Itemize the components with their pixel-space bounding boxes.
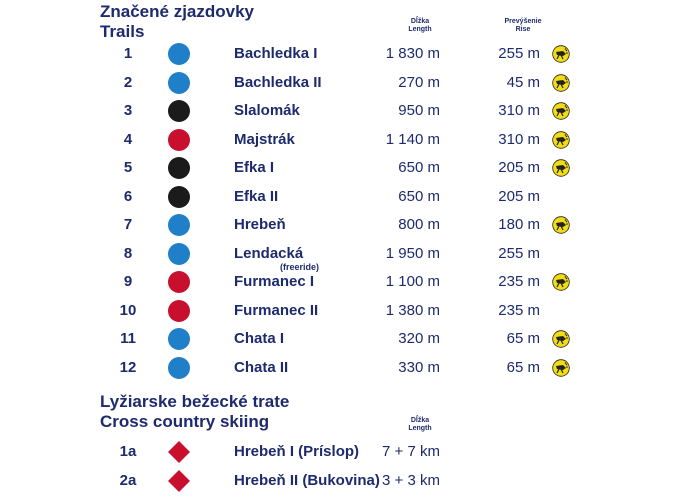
trail-name: Chata I bbox=[234, 330, 285, 347]
trail-length: 800 m bbox=[398, 216, 440, 233]
trails-title-sk: Značené zjazdovky bbox=[100, 2, 255, 21]
black-difficulty-icon bbox=[168, 157, 190, 179]
red-diamond-icon bbox=[168, 441, 190, 463]
trail-length: 950 m bbox=[398, 102, 440, 119]
cross-country-row bbox=[0, 467, 700, 495]
snow-cannon-icon bbox=[552, 273, 570, 291]
trail-name: Furmanec I bbox=[234, 273, 315, 290]
trail-name: Majstrák bbox=[234, 130, 295, 148]
trail-name: Lendacká bbox=[234, 244, 304, 262]
cross-country-name: Hrebeň I (Príslop) bbox=[234, 443, 360, 460]
blue-difficulty-icon bbox=[168, 72, 190, 94]
trail-rise: 255 m bbox=[498, 45, 540, 62]
snow-cannon-icon bbox=[552, 131, 570, 149]
trail-length: 1 100 m bbox=[385, 273, 440, 290]
trail-row bbox=[0, 354, 700, 382]
cross-country-number: 2a bbox=[119, 472, 137, 489]
cross-country-number: 1a bbox=[119, 443, 137, 460]
cross-country-title-sk: Lyžiarske bežecké trate bbox=[100, 392, 290, 411]
snow-cannon-icon bbox=[552, 359, 570, 377]
trail-name: Chata II bbox=[234, 358, 289, 376]
trail-length: 650 m bbox=[398, 187, 440, 205]
black-difficulty-icon bbox=[168, 186, 190, 208]
trail-length: 1 950 m bbox=[385, 244, 440, 262]
trail-name: Slalomák bbox=[234, 102, 300, 119]
trail-row bbox=[0, 240, 700, 272]
trail-length: 1 830 m bbox=[385, 45, 440, 62]
trail-rise: 235 m bbox=[498, 273, 540, 290]
trail-row bbox=[0, 69, 700, 97]
trail-length: 270 m bbox=[398, 73, 440, 91]
red-diamond-icon bbox=[168, 470, 190, 492]
xc-length-column-header bbox=[400, 417, 440, 433]
trail-name: Bachledka II bbox=[234, 73, 322, 91]
snow-cannon-icon bbox=[552, 216, 570, 234]
cross-country-name: Hrebeň II (Bukovina) bbox=[234, 472, 380, 489]
blue-difficulty-icon bbox=[168, 43, 190, 65]
trail-name: Bachledka I bbox=[234, 45, 318, 62]
trail-length: 650 m bbox=[398, 159, 440, 176]
trail-row bbox=[0, 297, 700, 325]
xc-length-header-sk: Dĺžka bbox=[410, 417, 430, 424]
cross-country-title-en: Cross country skiing bbox=[100, 412, 270, 431]
trail-rise: 180 m bbox=[498, 216, 540, 233]
trail-rise: 310 m bbox=[498, 102, 540, 119]
cross-country-length: 7 + 7 km bbox=[382, 443, 440, 460]
red-difficulty-icon bbox=[168, 271, 190, 293]
trail-name: Efka I bbox=[234, 159, 275, 176]
trail-row bbox=[0, 154, 700, 182]
blue-difficulty-icon bbox=[168, 328, 190, 350]
trail-rise: 205 m bbox=[498, 187, 540, 205]
snow-cannon-icon bbox=[552, 330, 570, 348]
snow-cannon-icon bbox=[552, 102, 570, 120]
trail-name: Efka II bbox=[234, 187, 279, 205]
trail-number: 8 bbox=[123, 244, 133, 262]
trail-row bbox=[0, 40, 700, 68]
cross-country-row bbox=[0, 438, 700, 466]
rise-header-sk: Prevýšenie bbox=[504, 18, 542, 25]
trail-rise: 310 m bbox=[498, 130, 540, 148]
trail-number: 3 bbox=[123, 102, 133, 119]
trail-rise: 65 m bbox=[506, 358, 540, 376]
trail-length: 330 m bbox=[398, 358, 440, 376]
snow-cannon-icon bbox=[552, 45, 570, 63]
trails-title-en: Trails bbox=[100, 22, 145, 41]
xc-length-header-en: Length bbox=[408, 425, 432, 432]
trail-row bbox=[0, 183, 700, 211]
trail-number: 7 bbox=[123, 216, 133, 233]
trail-number: 4 bbox=[123, 130, 133, 148]
trail-number: 12 bbox=[119, 358, 137, 376]
length-header-sk: Dĺžka bbox=[410, 18, 430, 25]
trail-length: 1 140 m bbox=[385, 130, 440, 148]
snow-cannon-icon bbox=[552, 74, 570, 92]
trail-length: 1 380 m bbox=[385, 301, 440, 319]
trail-rise: 255 m bbox=[498, 244, 540, 262]
trail-number: 10 bbox=[119, 301, 137, 319]
trail-number: 2 bbox=[123, 73, 133, 91]
trail-number: 1 bbox=[123, 45, 133, 62]
snow-cannon-icon bbox=[552, 159, 570, 177]
trail-row bbox=[0, 325, 700, 353]
rise-header-en: Rise bbox=[515, 26, 531, 33]
trail-rise: 65 m bbox=[506, 330, 540, 347]
trail-row bbox=[0, 126, 700, 154]
trail-number: 6 bbox=[123, 187, 133, 205]
red-difficulty-icon bbox=[168, 129, 190, 151]
trail-number: 11 bbox=[120, 330, 136, 347]
trail-number: 9 bbox=[123, 273, 133, 290]
cross-country-length: 3 + 3 km bbox=[382, 472, 440, 489]
trail-row bbox=[0, 97, 700, 125]
trail-number: 5 bbox=[123, 159, 133, 176]
black-difficulty-icon bbox=[168, 100, 190, 122]
trail-rise: 45 m bbox=[506, 73, 540, 91]
trail-row bbox=[0, 268, 700, 296]
blue-difficulty-icon bbox=[168, 243, 190, 265]
rise-column-header bbox=[493, 18, 553, 34]
blue-difficulty-icon bbox=[168, 357, 190, 379]
red-difficulty-icon bbox=[168, 300, 190, 322]
blue-difficulty-icon bbox=[168, 214, 190, 236]
trail-rise: 235 m bbox=[498, 301, 540, 319]
length-header-en: Length bbox=[408, 26, 432, 33]
trail-note: (freeride) bbox=[280, 261, 320, 272]
trail-name: Furmanec II bbox=[234, 301, 319, 319]
trail-length: 320 m bbox=[398, 330, 440, 347]
length-column-header bbox=[400, 18, 440, 34]
trail-name: Hrebeň bbox=[234, 216, 286, 233]
trail-row bbox=[0, 211, 700, 239]
trail-rise: 205 m bbox=[498, 159, 540, 176]
